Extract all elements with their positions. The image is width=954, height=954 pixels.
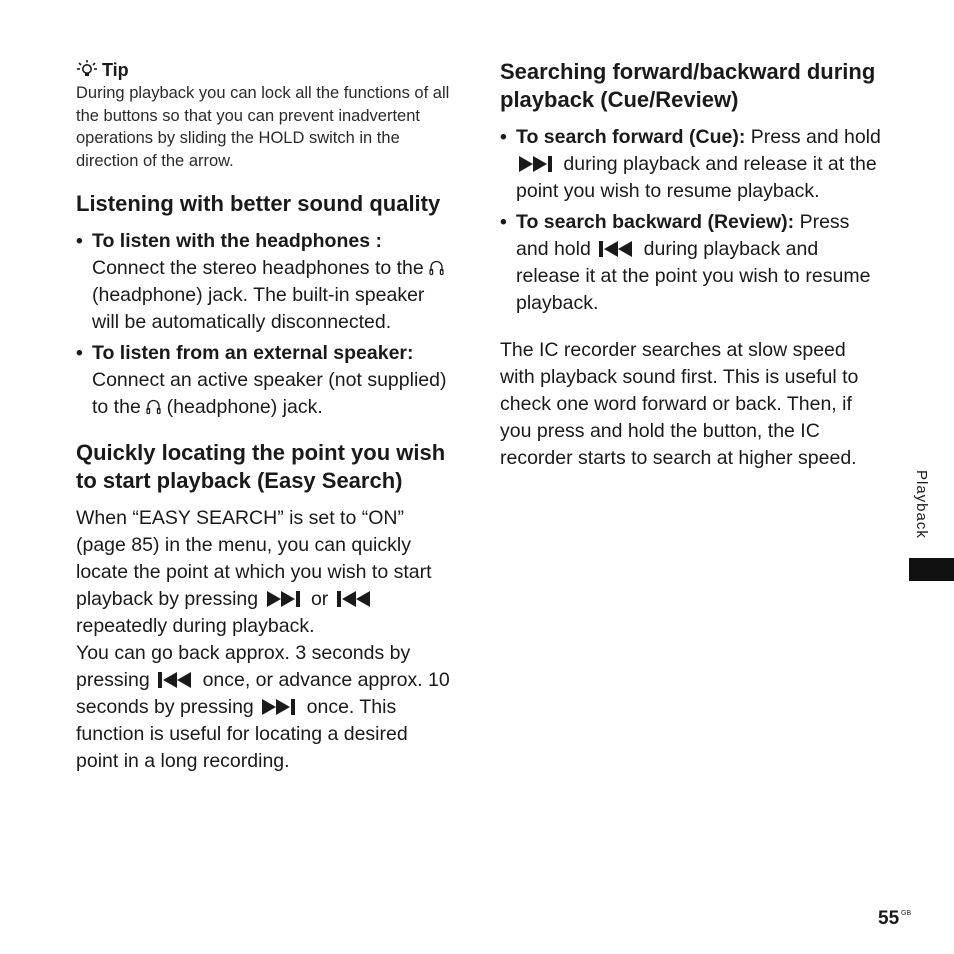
tip-icon (76, 59, 98, 81)
section-heading-sound-quality: Listening with better sound quality (76, 191, 441, 216)
text-run: or (310, 588, 329, 610)
side-tab-marker (909, 558, 954, 581)
text-run: once, or advance approx. 10 seconds by pressing (76, 669, 450, 718)
next-track-icon (266, 590, 304, 608)
item-text-post: (headphone) jack. The built-in speaker will be automatically disconnected. (92, 284, 425, 333)
left-column (76, 58, 454, 775)
tip-heading (76, 58, 454, 82)
item-text-pre: Press and hold (750, 126, 881, 148)
text-run: When “EASY SEARCH” is set to “ON” (page 85) in the menu, you can quickly locate the point at which you wish to start playback by pressing (76, 507, 432, 610)
section-heading-easy-search: Quickly locating the point you wish to start playback (Easy Search) (76, 440, 446, 493)
previous-track-icon (157, 671, 195, 689)
cue-review-paragraph: The IC recorder searches at slow speed with playback sound first. This is useful to check one word forward or back. Then, if you press and hold the button, the IC recorder starts to search at higher speed. (500, 339, 859, 469)
headphone-icon (146, 398, 161, 415)
item-text-pre: Connect an active speaker (not supplied) to the (92, 369, 447, 418)
next-track-icon (518, 155, 556, 173)
text-run: You can go back approx. 3 seconds by pressing (76, 642, 411, 691)
item-text-post: (headphone) jack. (166, 396, 323, 418)
previous-track-icon (336, 590, 374, 608)
item-text-pre: Connect the stereo headphones to the (92, 257, 424, 279)
page-number: 55 (878, 908, 900, 929)
easy-search-paragraph-1 (76, 505, 454, 640)
item-text-post: during playback and release it at the point you wish to resume playback. (516, 153, 877, 202)
item-label: To listen from an external speaker: (92, 342, 414, 364)
text-run: repeatedly during playback. (76, 615, 315, 637)
list-item (500, 209, 882, 317)
section-heading-cue-review: Searching forward/backward during playback (Cue/Review) (500, 59, 876, 112)
tip-text: During playback you can lock all the functions of all the buttons so that you can prevent inadvertent operations by sliding the HOLD switch in the direction of the arrow. (76, 84, 450, 170)
text-run: once. This function is useful for locating a desired point in a long recording. (76, 696, 408, 772)
item-text-post: during playback and release it at the point you wish to resume playback. (516, 238, 871, 314)
tip-label: Tip (102, 60, 129, 80)
sound-quality-list (76, 228, 454, 421)
list-item (76, 340, 454, 421)
item-label: To search forward (Cue): (516, 126, 746, 148)
page-suffix: GB (901, 910, 912, 917)
easy-search-paragraph-2 (76, 640, 454, 775)
item-label: To search backward (Review): (516, 211, 795, 233)
list-item (500, 124, 882, 205)
cue-review-list (500, 124, 882, 317)
item-text-pre: Press and hold (516, 211, 850, 260)
next-track-icon (261, 698, 299, 716)
previous-track-icon (598, 240, 636, 258)
side-tab-label: Playback (913, 470, 930, 539)
item-label: To listen with the headphones : (92, 230, 382, 252)
list-item (76, 228, 454, 336)
headphone-icon (429, 259, 444, 276)
right-column (500, 58, 882, 472)
